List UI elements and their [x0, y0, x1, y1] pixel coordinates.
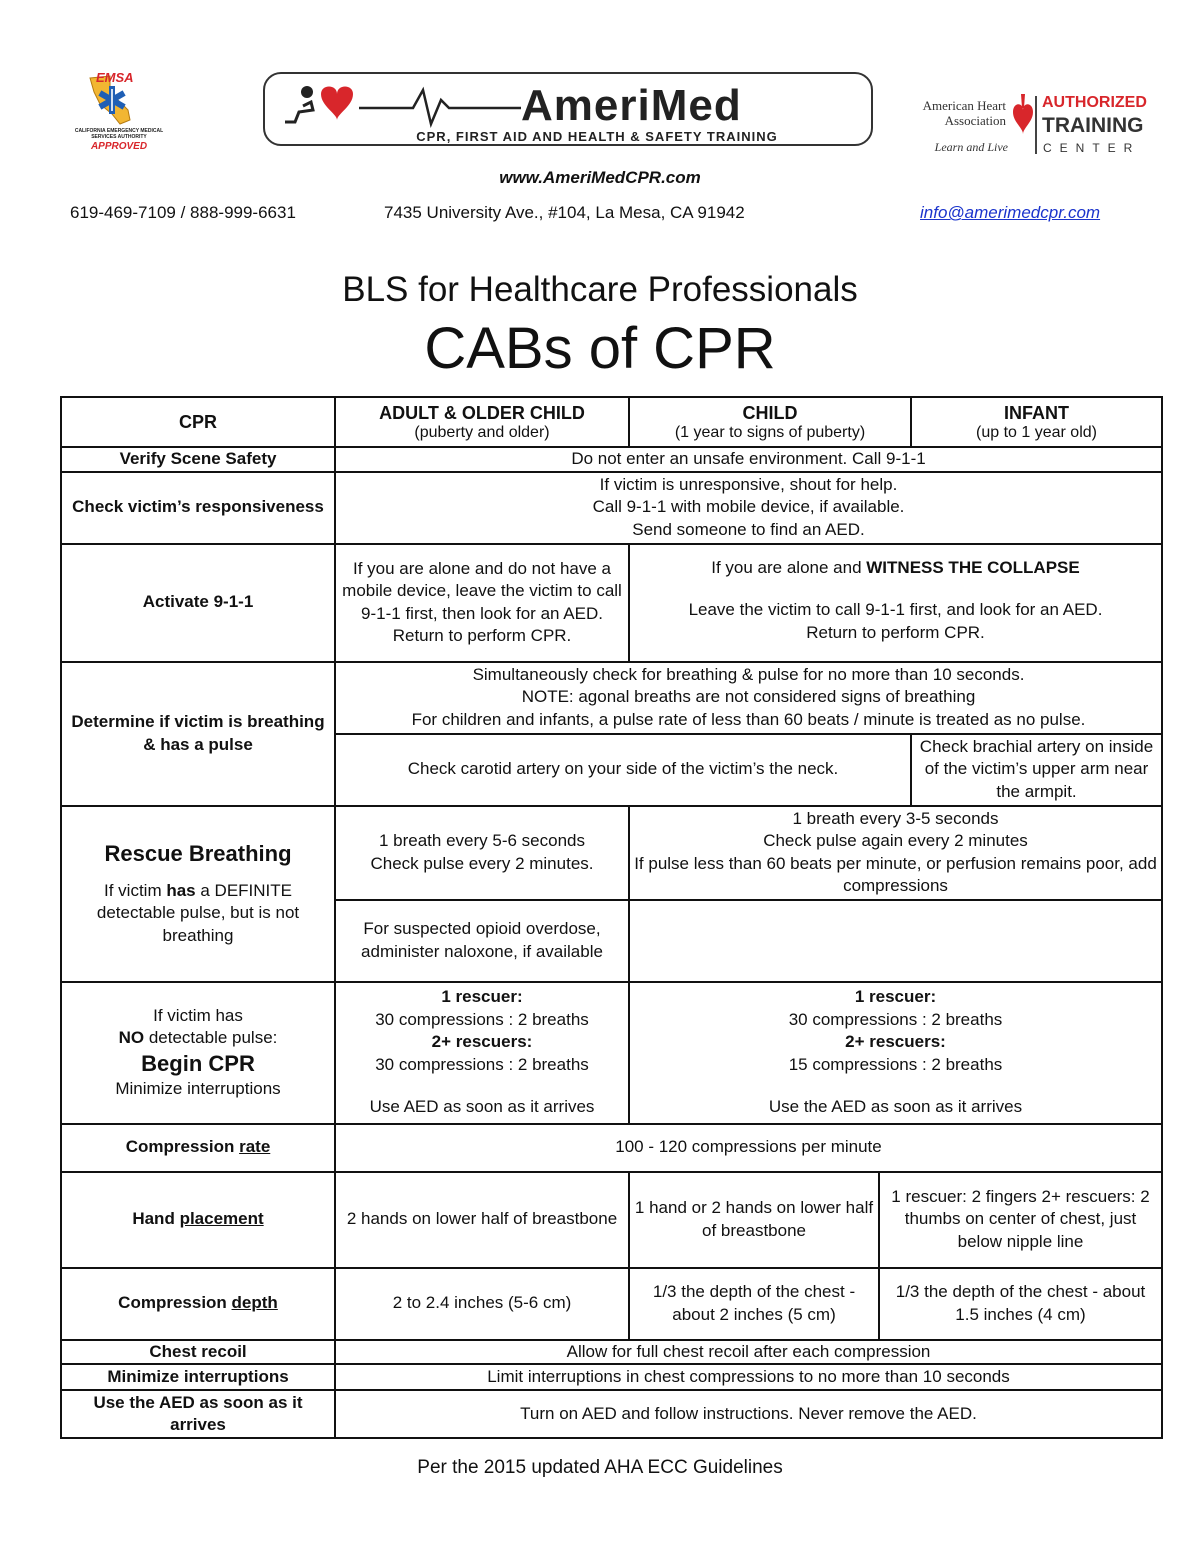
cell-minimize-interruptions: Limit interruptions in chest compressions to no more than 10 seconds: [335, 1364, 1162, 1390]
cell-activate-adult: If you are alone and do not have a mobile device, leave the victim to call 9-1-1 first, then look for an AED. Return to perform CPR.: [335, 544, 629, 662]
cell-compression-rate: 100 - 120 compressions per minute: [335, 1124, 1162, 1172]
cell-begin-adult: 1 rescuer: 30 compressions : 2 breaths 2+ rescuers: 30 compressions : 2 breaths Use AED as soon as it arrives: [335, 982, 629, 1124]
label-use-aed: Use the AED as soon as it arrives: [61, 1390, 335, 1438]
cell-chest-recoil: Allow for full chest recoil after each compression: [335, 1340, 1162, 1365]
cell-empty: [629, 900, 1162, 982]
cell-opioid: For suspected opioid overdose, administer naloxone, if available: [335, 900, 629, 982]
header-infant: INFANT (up to 1 year old): [911, 397, 1162, 447]
row-rescue-top: [61, 806, 1162, 900]
phone-numbers: 619-469-7109 / 888-999-6631: [70, 203, 296, 222]
cell-depth-child: 1/3 the depth of the chest - about 2 inches (5 cm): [629, 1268, 879, 1340]
emsa-approved-text: APPROVED: [90, 141, 148, 152]
aha-name: American Heart Association: [922, 98, 1006, 128]
cell-responsiveness: If victim is unresponsive, shout for help. Call 9-1-1 with mobile device, if available. Send someone to find an AED.: [335, 472, 1162, 544]
label-hand-placement: Hand placement: [61, 1172, 335, 1268]
amerimed-banner-logo: [263, 72, 873, 146]
aha-divider: [1035, 96, 1037, 154]
label-compression-rate: Compression rate: [61, 1124, 335, 1172]
label-scene-safety: Verify Scene Safety: [61, 447, 335, 472]
label-responsiveness: Check victim’s responsiveness: [61, 472, 335, 544]
label-activate: Activate 9-1-1: [61, 544, 335, 662]
row-activate: [61, 544, 1162, 662]
cell-use-aed: Turn on AED and follow instructions. Never remove the AED.: [335, 1390, 1162, 1438]
row-chest-recoil: [61, 1340, 1162, 1365]
row-compression-rate: [61, 1124, 1162, 1172]
brand-tagline: CPR, FIRST AID AND HEALTH & SAFETY TRAINING: [416, 129, 778, 144]
row-begin-cpr: [61, 982, 1162, 1124]
emsa-text: EMSA: [96, 70, 134, 85]
header-cpr: CPR: [61, 397, 335, 447]
cell-activate-child-infant: If you are alone and WITNESS THE COLLAPSE Leave the victim to call 9-1-1 first, and look for an AED. Return to perform CPR.: [629, 544, 1162, 662]
cell-hand-adult: 2 hands on lower half of breastbone: [335, 1172, 629, 1268]
center-text: CENTER: [1043, 141, 1141, 155]
row-responsiveness: [61, 472, 1162, 544]
row-use-aed: [61, 1390, 1162, 1438]
training-text: TRAINING: [1042, 114, 1144, 137]
row-scene-safety: [61, 447, 1162, 472]
cpr-table: [60, 396, 1163, 1439]
street-address: 7435 University Ave., #104, La Mesa, CA 91942: [384, 203, 745, 222]
cell-determine-all: Simultaneously check for breathing & pulse for no more than 10 seconds. NOTE: agonal breaths are not considered signs of breathing For children and infants, a pulse rate of less than 60 beats / minute is treated as no pulse.: [335, 662, 1162, 734]
website-url: www.AmeriMedCPR.com: [499, 168, 701, 187]
emsa-logo: [66, 70, 172, 154]
cell-hand-infant: 1 rescuer: 2 fingers 2+ rescuers: 2 thumbs on center of chest, just below nipple line: [879, 1172, 1162, 1268]
row-compression-depth: [61, 1268, 1162, 1340]
page-title: CABs of CPR: [424, 316, 776, 381]
cell-scene-safety: Do not enter an unsafe environment. Call 9-1-1: [335, 447, 1162, 472]
header-adult: ADULT & OLDER CHILD (puberty and older): [335, 397, 629, 447]
label-compression-depth: Compression depth: [61, 1268, 335, 1340]
cell-rescue-child-infant: 1 breath every 3-5 seconds Check pulse again every 2 minutes If pulse less than 60 beats per minute, or perfusion remains poor, add compressions: [629, 806, 1162, 900]
cell-depth-adult: 2 to 2.4 inches (5-6 cm): [335, 1268, 629, 1340]
footer-note: Per the 2015 updated AHA ECC Guidelines: [417, 1457, 783, 1478]
label-rescue-breathing: Rescue Breathing If victim has a DEFINITE detectable pulse, but is not breathing: [61, 806, 335, 982]
label-chest-recoil: Chest recoil: [61, 1340, 335, 1365]
page-subtitle: BLS for Healthcare Professionals: [342, 270, 858, 309]
cell-hand-child: 1 hand or 2 hands on lower half of breastbone: [629, 1172, 879, 1268]
aha-motto: Learn and Live: [934, 140, 1008, 154]
cell-brachial: Check brachial artery on inside of the victim’s upper arm near the armpit.: [911, 734, 1162, 806]
emsa-authority-text: CALIFORNIA EMERGENCY MEDICAL SERVICES AUTHORITY: [74, 128, 164, 140]
cell-depth-infant: 1/3 the depth of the chest - about 1.5 inches (4 cm): [879, 1268, 1162, 1340]
label-minimize-interruptions: Minimize interruptions: [61, 1364, 335, 1390]
cell-rescue-adult: 1 breath every 5-6 seconds Check pulse every 2 minutes.: [335, 806, 629, 900]
header-child: CHILD (1 year to signs of puberty): [629, 397, 911, 447]
cpr-heartbeat-icon: [273, 80, 523, 130]
cell-carotid: Check carotid artery on your side of the victim’s the neck.: [335, 734, 911, 806]
cell-begin-child-infant: 1 rescuer: 30 compressions : 2 breaths 2+ rescuers: 15 compressions : 2 breaths Use the AED as soon as it arrives: [629, 982, 1162, 1124]
row-determine-top: [61, 662, 1162, 734]
authorized-text: AUTHORIZED: [1042, 94, 1147, 111]
label-begin-cpr: If victim has NO detectable pulse: Begin CPR Minimize interruptions: [61, 982, 335, 1124]
label-determine: Determine if victim is breathing & has a pulse: [61, 662, 335, 806]
row-hand-placement: [61, 1172, 1162, 1268]
row-minimize-interruptions: [61, 1364, 1162, 1390]
heart-torch-icon: [1010, 92, 1036, 140]
brand-name: AmeriMed: [521, 81, 742, 130]
email-link[interactable]: info@amerimedcpr.com: [920, 203, 1101, 222]
aha-logo: [912, 92, 1147, 158]
table-header-row: [61, 397, 1162, 447]
